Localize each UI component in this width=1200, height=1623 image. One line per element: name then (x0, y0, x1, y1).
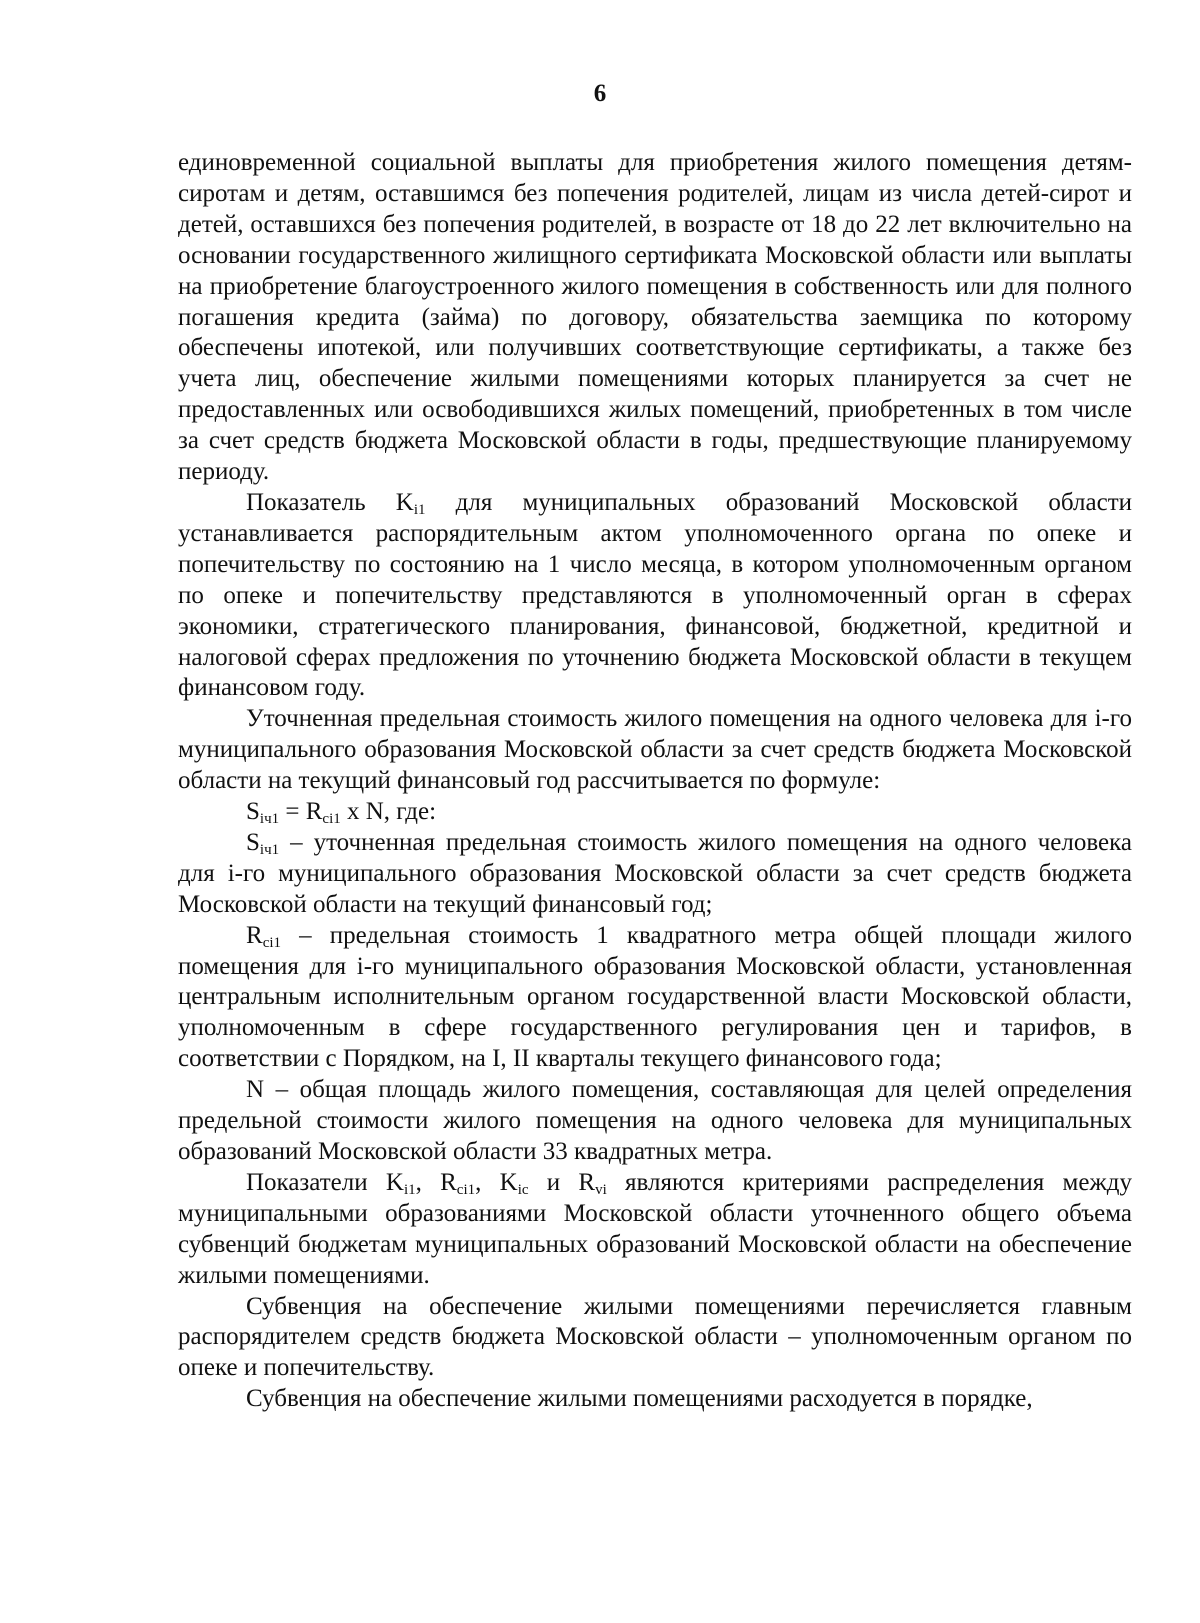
formula-equals: = R (279, 798, 323, 826)
paragraph-indicators (178, 1168, 1132, 1292)
formula-symbol: S (246, 798, 260, 826)
definition-text: – уточненная предельная стоимость жилого помещения на одного человека для i-го муниципального образования Московской области за счет средств бюджета Московской области на текущий финансовый год; (178, 828, 1132, 918)
paragraph-continued: единовременной социальной выплаты для приобретения жилого помещения детям-сиротам и детям, оставшимся без попечения родителей, лицам из числа детей-сирот и детей, оставшихся без попечения родителей, в возрасте от 18 до 22 лет включительно на основании государственного жилищного сертификата Московской области или выплаты на приобретение благоустроенного жилого помещения в собственность или для полного погашения кредита (займа) по договору, обязательства заемщика по которому обеспечены ипотекой, или получивших соответствующие сертификаты, а также без учета лиц, обеспечение жилыми помещениями которых планируется за счет не предоставленных или освободившихся жилых помещений, приобретенных в том числе за счет средств бюджета Московской области в годы, предшествующие планируемому периоду. (178, 149, 1132, 486)
definition-symbol: S (246, 828, 260, 856)
text-fragment: , R (415, 1168, 457, 1196)
subscript: ci1 (262, 934, 282, 951)
text-fragment: , K (475, 1168, 518, 1196)
text-fragment: Показатели K (246, 1168, 404, 1196)
paragraph-transfer: Субвенция на обеспечение жилыми помещениями перечисляется главным распорядителем средств бюджета Московской области – уполномоченным органом по опеке и попечительству. (178, 1292, 1132, 1382)
formula-tail: x N, где: (340, 798, 437, 826)
subscript: ic (517, 1181, 529, 1198)
subscript: i1 (403, 1181, 416, 1198)
definition-s (178, 828, 1132, 921)
subscript: ci1 (322, 810, 341, 827)
subscript: i1 (413, 501, 426, 518)
text-fragment: являются критериями распределения между муниципальными образованиями Московской области уточненного общего объема субвенций бюджетам муниципальных образований Московской области на обеспечение жилыми помещениями. (178, 1168, 1132, 1289)
paragraph-formula-intro: Уточненная предельная стоимость жилого помещения на одного человека для i-го муниципального образования Московской области за счет средств бюджета Московской области на текущий финансовый год рассчитывается по формуле: (178, 705, 1132, 795)
subscript: iч1 (259, 841, 280, 858)
text-fragment: и R (528, 1168, 596, 1196)
formula (178, 797, 1132, 828)
definition-text: – предельная стоимость 1 квадратного метра общей площади жилого помещения для i-го муниципального образования Московской области, установленная центральным исполнительным органом государственной власти Московской области, уполномоченным в сфере государственного регулирования цен и тарифов, в соответствии с Порядком, на I, II кварталы текущего финансового года; (178, 921, 1132, 1073)
subscript: ci1 (456, 1181, 476, 1198)
text-fragment: для муниципальных образований Московской области устанавливается распорядительным актом уполномоченного органа по опеке и попечительству по состоянию на 1 число месяца, в котором уполномоченным органом по опеке и попечительству представляются в уполномоченный орган в сферах экономики, стратегического планирования, финансовой, бюджетной, кредитной и налоговой сферах предложения по уточнению бюджета Московской области в текущем финансовом году. (178, 488, 1133, 702)
subscript: vi (595, 1181, 607, 1198)
document-body (178, 148, 1132, 1415)
definition-symbol: R (246, 921, 263, 949)
subscript: iч1 (259, 810, 280, 827)
definition-n: N – общая площадь жилого помещения, составляющая для целей определения предельной стоимости жилого помещения на одного человека для муниципальных образований Московской области 33 квадратных метра. (178, 1076, 1132, 1165)
paragraph-spend: Субвенция на обеспечение жилыми помещениями расходуется в порядке, (246, 1385, 1033, 1413)
text-fragment: Показатель K (246, 488, 414, 516)
paragraph-ki1 (178, 488, 1132, 704)
page-number: 6 (593, 80, 607, 107)
definition-r (178, 921, 1132, 1076)
